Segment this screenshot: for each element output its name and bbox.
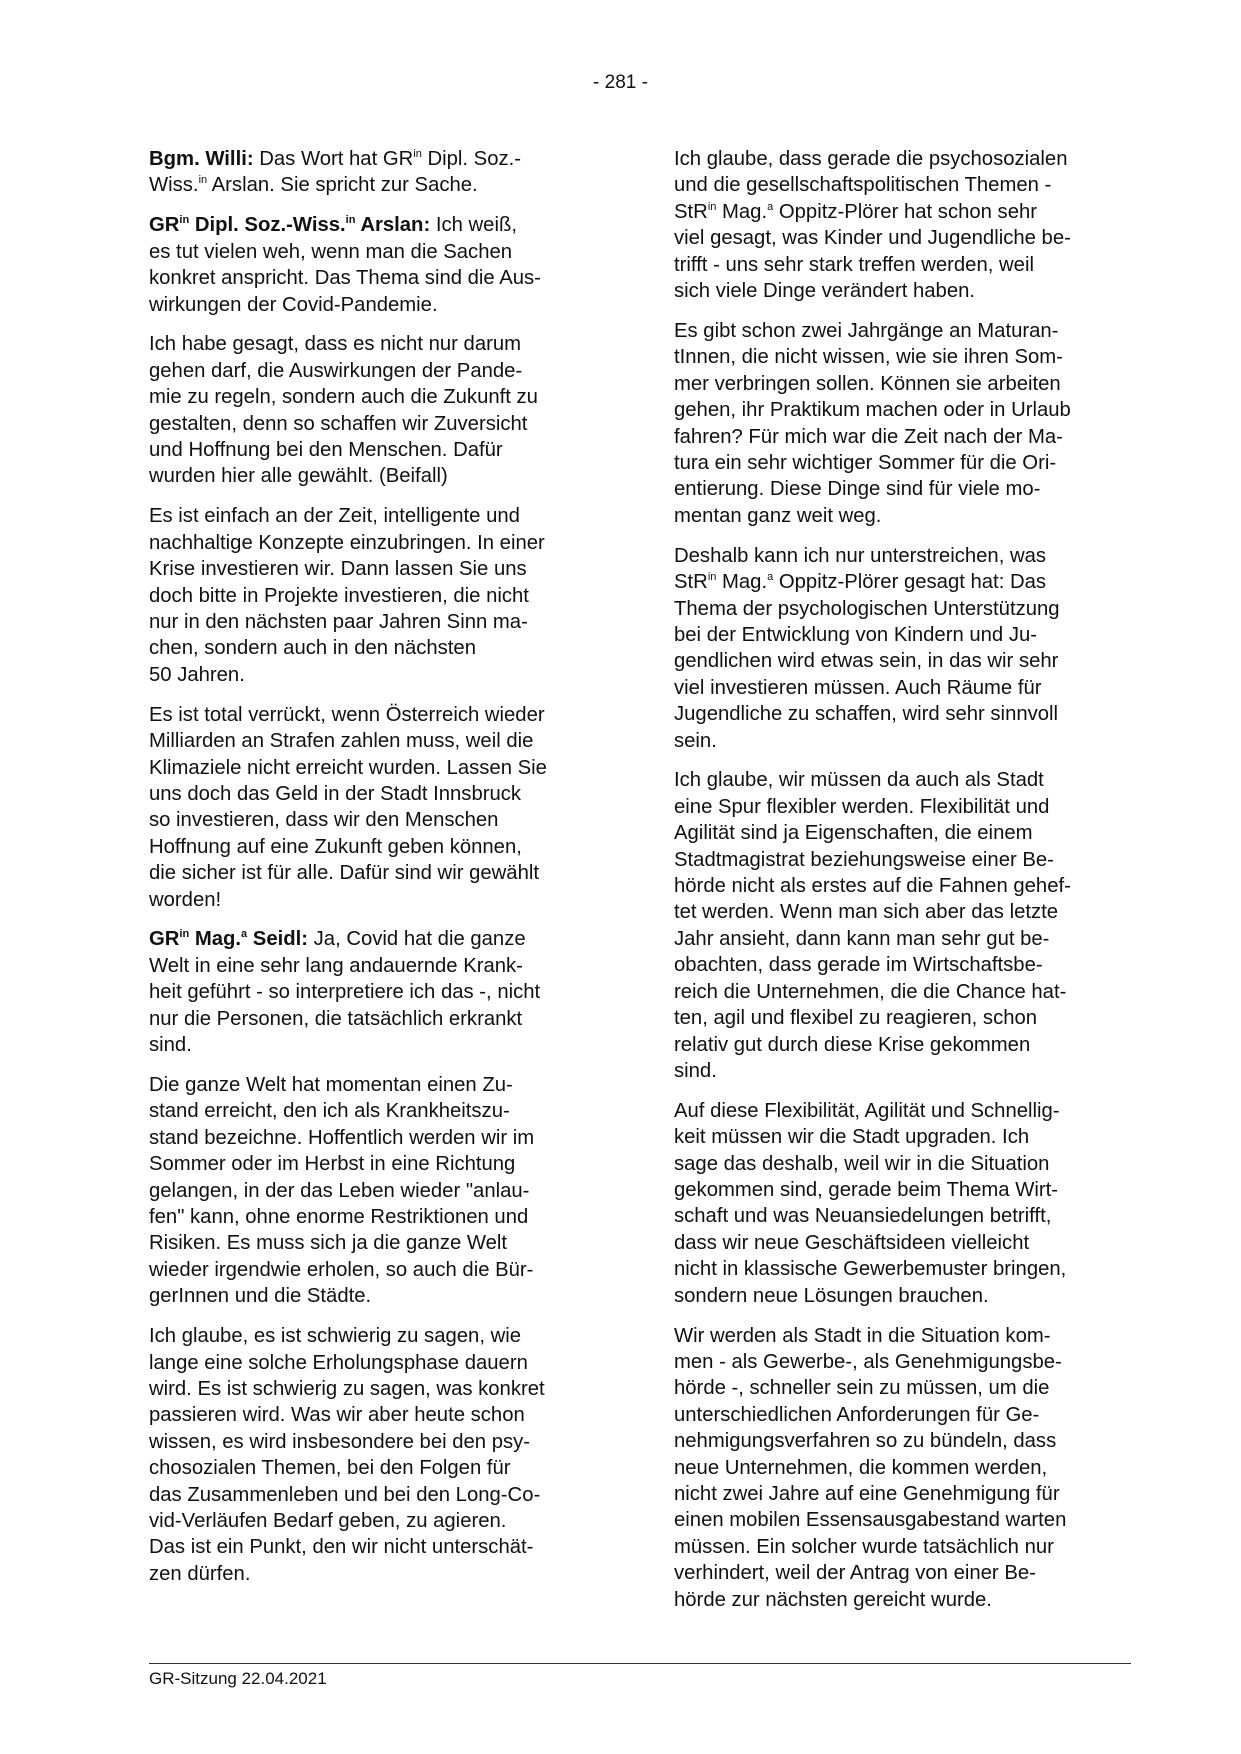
paragraph-line: müssen. Ein solcher wurde tatsächlich nur — [674, 1535, 1054, 1558]
paragraph-line: vid-Verläufen Bedarf geben, zu agieren. — [149, 1510, 507, 1532]
speaker-part: Arslan: — [355, 214, 431, 237]
paragraph-line: doch bitte in Projekte investieren, die nicht — [149, 584, 529, 607]
paragraph — [674, 146, 1131, 304]
paragraph-line: wird. Es ist schwierig zu sagen, was konkret — [149, 1377, 545, 1400]
line-text: Mag. — [716, 571, 768, 594]
paragraph — [149, 331, 606, 489]
paragraph-line: tInnen, die nicht wissen, wie sie ihren Som- — [674, 346, 1063, 369]
paragraph-line: viel gesagt, was Kinder und Jugendliche be- — [674, 227, 1071, 250]
paragraph-line: so investieren, dass wir den Menschen — [149, 809, 499, 832]
paragraph-line: hörde -, schneller sein zu müssen, um die — [674, 1377, 1050, 1400]
paragraph-line: chosozialen Themen, bei den Folgen für — [149, 1457, 511, 1480]
paragraph-line: sondern neue Lösungen brauchen. — [674, 1284, 989, 1307]
page-number: - 281 - — [593, 72, 648, 93]
paragraph-line: konkret anspricht. Das Thema sind die Aus- — [149, 267, 541, 290]
paragraph-line: tet werden. Wenn man sich aber das letzte — [674, 901, 1059, 924]
paragraph-line: nachhaltige Konzepte einzubringen. In einer — [149, 531, 545, 554]
paragraph-line: neue Unternehmen, die kommen werden, — [674, 1456, 1048, 1479]
paragraph-line: dass wir neue Geschäftsideen vielleicht — [674, 1231, 1030, 1254]
paragraph-line: gelangen, in der das Leben wieder "anlau- — [149, 1179, 530, 1202]
paragraph-line: men - als Gewerbe-, als Genehmigungsbe- — [674, 1350, 1062, 1373]
paragraph — [674, 318, 1131, 529]
paragraph-line: einen mobilen Essensausgabestand warten — [674, 1509, 1067, 1532]
paragraph-line: gerInnen und die Städte. — [149, 1285, 372, 1308]
paragraph-line: sind. — [674, 1059, 717, 1082]
paragraph-line: passieren wird. Was wir aber heute schon — [149, 1404, 525, 1427]
paragraph-line — [149, 146, 606, 172]
line-text: Das Wort hat GR — [253, 148, 414, 170]
paragraph-line: Ich glaube, wir müssen da auch als Stadt — [674, 769, 1044, 792]
paragraph-line — [149, 172, 606, 198]
paragraph — [149, 1072, 606, 1310]
paragraph-line: sage das deshalb, weil wir in die Situation — [674, 1152, 1050, 1175]
paragraph-line: wirkungen der Covid-Pandemie. — [149, 293, 438, 316]
line-text: Ich weiß, — [430, 214, 517, 237]
paragraph-line: Jahr ansieht, dann kann man sehr gut be- — [674, 927, 1050, 950]
paragraph-line: stand bezeichne. Hoffentlich werden wir im — [149, 1126, 535, 1149]
paragraph-line: Thema der psychologischen Unterstützung — [674, 597, 1060, 620]
right-column — [674, 146, 1131, 1627]
paragraph-line: wieder irgendwie erholen, so auch die Bür- — [149, 1258, 534, 1281]
paragraph-line: ten, agil und flexibel zu reagieren, schon — [674, 1007, 1038, 1030]
paragraph-line: hörde nicht als erstes auf die Fahnen gehef- — [674, 875, 1071, 898]
line-text: StR — [674, 200, 708, 223]
paragraph — [149, 1323, 606, 1587]
paragraph-line: stand erreicht, den ich als Krankheitszu- — [149, 1100, 510, 1123]
paragraph-line: Jugendliche zu schaffen, wird sehr sinnvoll — [674, 703, 1059, 726]
paragraph-line: viel investieren müssen. Auch Räume für — [674, 676, 1042, 699]
paragraph-line: Ich glaube, es ist schwierig zu sagen, wie — [149, 1325, 522, 1348]
paragraph-line: sind. — [149, 1034, 192, 1057]
paragraph-line: mentan ganz weit weg. — [674, 504, 882, 527]
paragraph-line: Risiken. Es muss sich ja die ganze Welt — [149, 1232, 508, 1255]
paragraph — [149, 212, 606, 318]
superscript: in — [707, 200, 717, 213]
speaker-name: Bgm. Willi: — [149, 148, 254, 170]
paragraph — [149, 146, 606, 199]
paragraph — [674, 1323, 1131, 1613]
paragraph-line: unterschiedlichen Anforderungen für Ge- — [674, 1403, 1040, 1426]
paragraph-line: gestalten, denn so schaffen wir Zuversicht — [149, 412, 528, 435]
paragraph-line: gehen darf, die Auswirkungen der Pande- — [149, 359, 523, 382]
paragraph-line: Es ist einfach an der Zeit, intelligente und — [149, 505, 520, 528]
paragraph-line: wissen, es wird insbesondere bei den psy- — [149, 1430, 531, 1453]
paragraph-line: Es ist total verrückt, wenn Österreich wieder — [149, 703, 545, 726]
line-text: StR — [674, 571, 708, 594]
paragraph-line — [674, 569, 1131, 595]
paragraph-line: Sommer oder im Herbst in eine Richtung — [149, 1153, 516, 1176]
paragraph-line — [149, 926, 606, 952]
paragraph-line: uns doch das Geld in der Stadt Innsbruck — [149, 782, 522, 805]
paragraph-line: Deshalb kann ich nur unterstreichen, was — [674, 544, 1047, 567]
paragraph-line: Ich habe gesagt, dass es nicht nur darum — [149, 333, 522, 356]
superscript: a — [767, 570, 774, 583]
paragraph — [149, 702, 606, 913]
paragraph-line: heit geführt - so interpretiere ich das -, nicht — [149, 981, 541, 1004]
paragraph-line: die sicher ist für alle. Dafür sind wir gewählt — [149, 862, 540, 885]
paragraph-line: wurden hier alle gewählt. (Beifall) — [149, 465, 448, 488]
paragraph-line: Hoffnung auf eine Zukunft geben können, — [149, 835, 522, 858]
paragraph-line: Milliarden an Strafen zahlen muss, weil die — [149, 730, 534, 753]
paragraph-line: mer verbringen sollen. Können sie arbeiten — [674, 372, 1061, 395]
speaker-name — [149, 214, 430, 236]
superscript: in — [179, 928, 190, 941]
paragraph-line: Agilität sind ja Eigenschaften, die einem — [674, 822, 1033, 845]
paragraph-line: Die ganze Welt hat momentan einen Zu- — [149, 1074, 513, 1096]
paragraph-line: nehmigungsverfahren so zu bündeln, dass — [674, 1430, 1057, 1453]
paragraph-line: zen dürfen. — [149, 1562, 251, 1585]
paragraph-line: sein. — [674, 729, 717, 752]
superscript: a — [241, 928, 248, 941]
paragraph-line: das Zusammenleben und bei den Long-Co- — [149, 1483, 541, 1506]
paragraph-line: eine Spur flexibler werden. Flexibilität und — [674, 795, 1050, 818]
paragraph-line: nicht in klassische Gewerbemuster bringen, — [674, 1258, 1067, 1281]
superscript: in — [345, 214, 356, 227]
paragraph — [674, 767, 1131, 1084]
paragraph-line: fahren? Für mich war die Zeit nach der Ma- — [674, 425, 1063, 448]
paragraph-line: Das ist ein Punkt, den wir nicht unterschät- — [149, 1536, 534, 1559]
paragraph-line: fen" kann, ohne enorme Restriktionen und — [149, 1206, 529, 1229]
paragraph-line: Welt in eine sehr lang andauernde Krank- — [149, 954, 523, 977]
left-column — [149, 146, 606, 1601]
paragraph-line: sich viele Dinge verändert haben. — [674, 280, 976, 303]
paragraph-line: 50 Jahren. — [149, 663, 245, 686]
speaker-name — [149, 928, 308, 950]
paragraph — [674, 543, 1131, 754]
paragraph-line: und Hoffnung bei den Menschen. Dafür — [149, 439, 503, 462]
paragraph-line: gehen, ihr Praktikum machen oder in Urlaub — [674, 399, 1071, 422]
superscript: a — [767, 200, 774, 213]
paragraph-line: Ich glaube, dass gerade die psychosozialen — [674, 148, 1068, 170]
paragraph-line: nicht zwei Jahre auf eine Genehmigung für — [674, 1483, 1060, 1505]
footer-divider — [149, 1663, 1131, 1664]
paragraph-line: nur in den nächsten paar Jahren Sinn ma- — [149, 611, 528, 633]
superscript: in — [413, 147, 422, 160]
paragraph-line: Wir werden als Stadt in die Situation kom- — [674, 1324, 1051, 1347]
line-text: Arslan. Sie spricht zur Sache. — [207, 174, 478, 197]
speaker-part: Seidl: — [247, 928, 309, 951]
paragraph-line: obachten, dass gerade im Wirtschaftsbe- — [674, 954, 1043, 977]
paragraph-line: und die gesellschaftspolitischen Themen - — [674, 174, 1052, 197]
paragraph-line: trifft - uns sehr stark treffen werden, weil — [674, 253, 1034, 276]
superscript: in — [707, 570, 717, 583]
paragraph-line: Krise investieren wir. Dann lassen Sie uns — [149, 558, 527, 581]
paragraph — [149, 503, 606, 688]
superscript: in — [198, 174, 208, 187]
paragraph-line: gekommen sind, gerade beim Thema Wirt- — [674, 1179, 1058, 1202]
superscript: in — [179, 214, 190, 227]
speaker-part: Dipl. Soz.-Wiss. — [189, 214, 346, 237]
paragraph — [674, 1098, 1131, 1309]
paragraph-line: relativ gut durch diese Krise gekommen — [674, 1033, 1031, 1056]
line-text: Oppitz-Plörer gesagt hat: Das — [773, 571, 1047, 594]
paragraph-line: keit müssen wir die Stadt upgraden. Ich — [674, 1126, 1030, 1149]
paragraph-line: lange eine solche Erholungsphase dauern — [149, 1351, 528, 1374]
paragraph-line: Es gibt schon zwei Jahrgänge an Maturan- — [674, 319, 1059, 342]
line-text: Mag. — [716, 200, 768, 223]
footer-session-date: GR-Sitzung 22.04.2021 — [149, 1669, 327, 1688]
paragraph-line: tura ein sehr wichtiger Sommer für die Ori- — [674, 451, 1057, 474]
paragraph-line: es tut vielen weh, wenn man die Sachen — [149, 240, 513, 263]
line-text: Wiss. — [149, 174, 199, 197]
paragraph — [149, 926, 606, 1058]
paragraph-line: verhindert, weil der Antrag von einer Be- — [674, 1562, 1036, 1585]
paragraph-line: gendlichen wird etwas sein, in das wir sehr — [674, 650, 1059, 673]
line-text: Oppitz-Plörer hat schon sehr — [773, 200, 1038, 223]
line-text: Ja, Covid hat die ganze — [308, 928, 526, 951]
paragraph-line: chen, sondern auch in den nächsten — [149, 637, 476, 660]
paragraph-line — [674, 199, 1131, 225]
speaker-part: Mag. — [189, 928, 242, 951]
paragraph-line: worden! — [149, 888, 222, 911]
paragraph-line: Stadtmagistrat beziehungsweise einer Be- — [674, 848, 1054, 871]
paragraph-line: Auf diese Flexibilität, Agilität und Schnellig- — [674, 1099, 1060, 1122]
paragraph-line: mie zu regeln, sondern auch die Zukunft zu — [149, 386, 538, 409]
paragraph-line: bei der Entwicklung von Kindern und Ju- — [674, 623, 1038, 646]
line-text: Dipl. Soz.- — [421, 148, 522, 170]
paragraph-line: reich die Unternehmen, die die Chance hat- — [674, 980, 1067, 1003]
speaker-part: GR — [149, 928, 180, 951]
paragraph-line: schaft und was Neuansiedelungen betrifft, — [674, 1205, 1052, 1228]
paragraph-line: nur die Personen, die tatsächlich erkrankt — [149, 1007, 523, 1030]
paragraph-line — [149, 212, 606, 238]
paragraph-line: entierung. Diese Dinge sind für viele mo- — [674, 478, 1041, 501]
paragraph-line: hörde zur nächsten gereicht wurde. — [674, 1588, 992, 1611]
speaker-part: GR — [149, 214, 180, 237]
paragraph-line: Klimaziele nicht erreicht wurden. Lassen Sie — [149, 756, 547, 779]
